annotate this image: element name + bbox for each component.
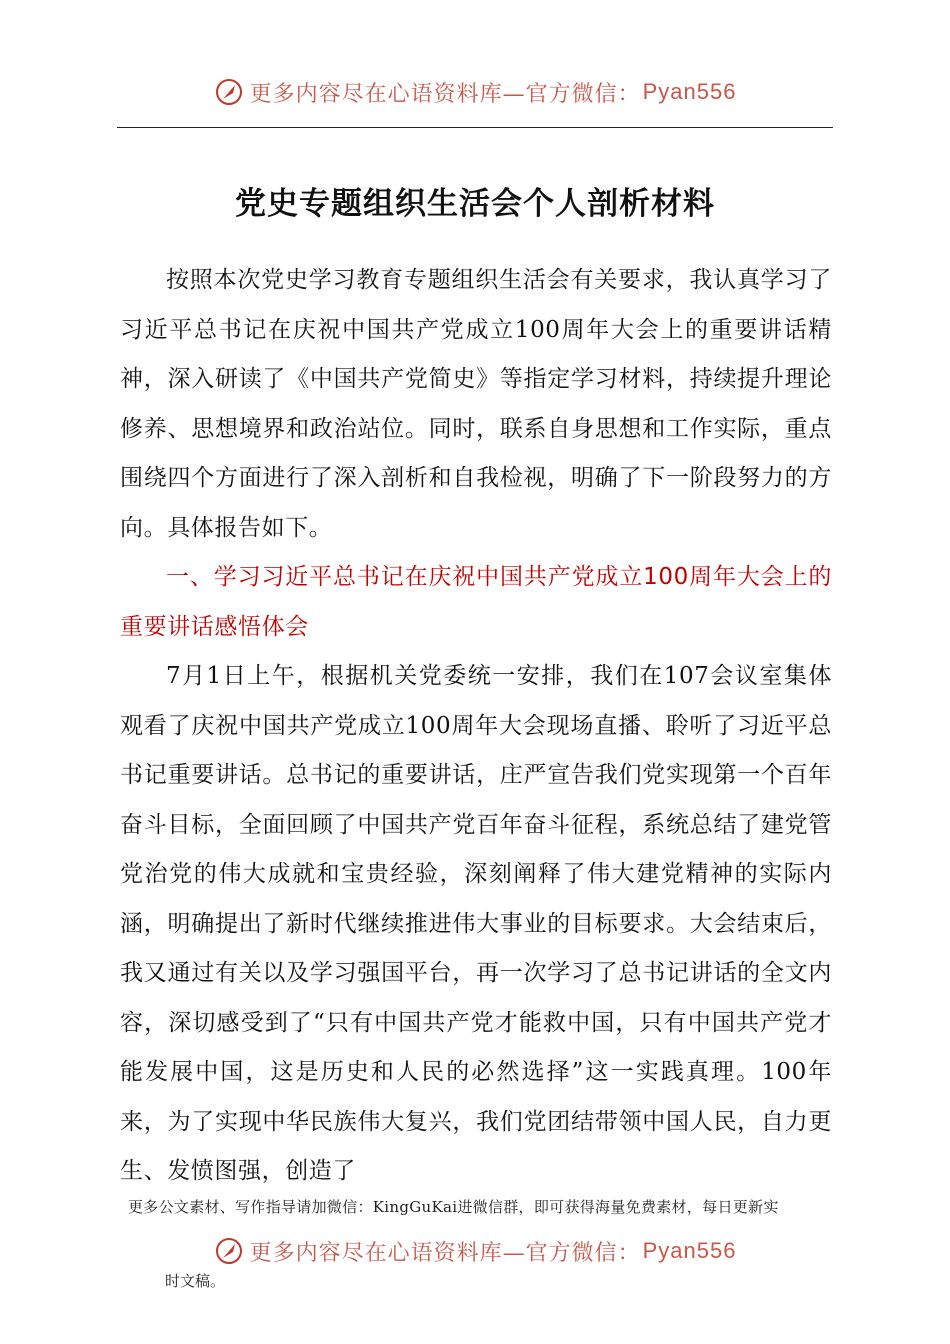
document-title: 党史专题组织生活会个人剖析材料: [235, 186, 715, 222]
watermark-footer: [0, 1231, 950, 1271]
watermark-header: [0, 72, 950, 112]
watermark-text: 更多内容尽在心语资料库—官方微信：: [249, 81, 641, 107]
quill-logo-icon: [214, 1236, 244, 1266]
section-heading-1: 一、学习习近平总书记在庆祝中国共产党成立100周年大会上的重要讲话感悟体会: [120, 564, 832, 640]
watermark-wechat-id: Pyan556: [642, 79, 737, 104]
header-rule: [117, 127, 833, 128]
paragraph-intro: 按照本次党史学习教育专题组织生活会有关要求，我认真学习了习近平总书记在庆祝中国共产党成立100周年大会上的重要讲话精神，深入研读了《中国共产党简史》等指定学习材料，持续提升理论修养、思想境界和政治站位。同时，联系自身思想和工作实际，重点围绕四个方面进行了深入剖析和自我检视，明确了下一阶段努力的方向。具体报告如下。: [120, 267, 832, 541]
quill-logo-icon: [214, 77, 244, 107]
footer-note-continued: 时文稿。: [165, 1272, 226, 1290]
document-body: [120, 256, 832, 1197]
watermark-wechat-id: Pyan556: [642, 1238, 737, 1263]
footer-note: 更多公文素材、写作指导请加微信：KingGuKai进微信群，即可获得海量免费素材，每日更新实: [128, 1198, 779, 1216]
paragraph-section-1: 7月1日上午，根据机关党委统一安排，我们在107会议室集体观看了庆祝中国共产党成立100周年大会现场直播、聆听了习近平总书记重要讲话。总书记的重要讲话，庄严宣告我们党实现第一个百年奋斗目标，全面回顾了中国共产党百年奋斗征程，系统总结了建党管党治党的伟大成就和宝贵经验，深刻阐释了伟大建党精神的实际内涵，明确提出了新时代继续推进伟大事业的目标要求。大会结束后，我又通过有关以及学习强国平台，再一次学习了总书记讲话的全文内容，深切感受到了“只有中国共产党才能救中国，只有中国共产党才能发展中国，这是历史和人民的必然选择”这一实践真理。100年来，为了实现中华民族伟大复兴，我们党团结带领中国人民，自力更生、发愤图强，创造了: [120, 663, 832, 1184]
watermark-text: 更多内容尽在心语资料库—官方微信：: [249, 1240, 641, 1266]
